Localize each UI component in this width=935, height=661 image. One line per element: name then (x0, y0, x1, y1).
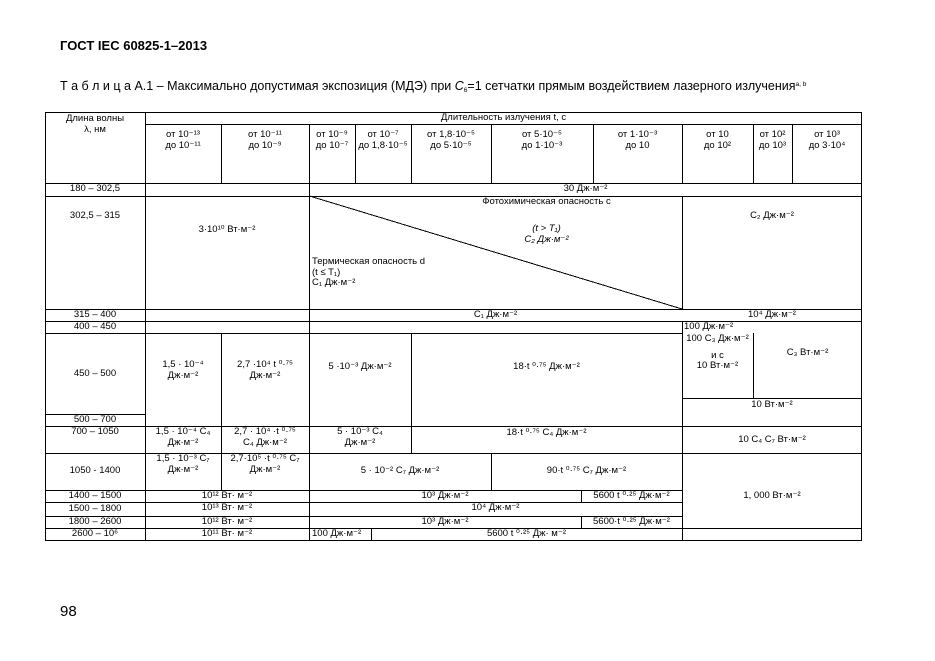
cell-ir1-1 (145, 427, 221, 448)
duration-from: от 10³ (814, 129, 840, 140)
cell-vis-2 (221, 360, 309, 381)
ir1-1-line2: Дж·м⁻² (167, 436, 199, 448)
caption-var-sub: 6 (463, 87, 468, 94)
ir1-3-line1: 5 · 10⁻³ C₄ (337, 426, 383, 437)
cell-1800-right: 5600·t ⁰·²⁵ Дж·м⁻² (593, 516, 670, 527)
duration-from: от 10⁻⁷ (367, 129, 399, 140)
duration-to: до 1·10⁻³ (521, 139, 563, 151)
cell-ir2-2 (221, 454, 309, 475)
duration-range-1 (145, 130, 221, 151)
duration-range-10 (792, 130, 862, 151)
duration-from: от 1,8·10⁻⁵ (427, 129, 475, 140)
cell-ir1-2 (221, 427, 309, 448)
wavelength-2600: 2600 – 10⁶ (71, 528, 119, 539)
cell-vis-3: 5 ·10⁻³ Дж·м⁻² (328, 361, 392, 372)
photochem-cond: (t > T₁) (532, 223, 561, 234)
duration-range-8 (682, 130, 753, 151)
duration-from: от 1·10⁻³ (617, 129, 658, 140)
caption-prefix: Т а б л и ц а А.1 – Максимально допустимая экспозиция (МДЭ) при (60, 79, 455, 93)
duration-from: от 5·10⁻⁵ (521, 129, 563, 140)
standard-header: ГОСТ IEC 60825-1–2013 (60, 38, 208, 53)
cell-far-right: 1, 000 Вт·м⁻² (743, 490, 801, 501)
ir1-3-line2: Дж·м⁻² (344, 436, 376, 448)
duration-to: до 3·10⁴ (808, 139, 846, 151)
duration-to: до 1,8·10⁻⁵ (358, 139, 408, 151)
cell-uv-left: 3·10¹⁰ Вт·м⁻² (198, 224, 256, 235)
cell-ir1-4: 18·t ⁰·⁷⁵ C₄ Дж·м⁻² (506, 427, 587, 438)
wavelength-450: 450 – 500 (73, 368, 117, 379)
ir2-1-line2: Дж·м⁻² (167, 463, 199, 475)
cell-ir1-3 (309, 427, 411, 448)
cell-1800-mid: 10³ Дж·м⁻² (421, 516, 469, 527)
cell-1800-left: 10¹² Вт· м⁻² (201, 516, 253, 527)
cell-1400-left: 10¹² Вт· м⁻² (201, 490, 253, 501)
vis-1-line2: Дж·м⁻² (167, 369, 199, 381)
duration-from: от 10⁻¹¹ (248, 129, 282, 140)
vis-1-line1: 1,5 · 10⁻⁴ (162, 359, 204, 370)
cell-photochem: Фотохимическая опасность c (482, 196, 611, 207)
caption-var: C (454, 79, 464, 93)
duration-to: до 10⁻⁷ (315, 139, 349, 151)
header-wavelength-line2: λ, нм (84, 123, 106, 135)
cell-ir2-1 (145, 454, 221, 475)
cell-vis-6: C₃ Вт·м⁻² (786, 347, 829, 358)
cell-uv-right: C₂ Дж·м⁻² (750, 210, 794, 221)
duration-range-3 (309, 130, 355, 151)
thermal-label: Термическая опасность d (312, 256, 426, 267)
cell-2600-mid: 100 Дж·м⁻² (312, 528, 362, 539)
cell-315-mid: C₁ Дж·м⁻² (473, 309, 518, 320)
ir1-2-line2: C₄ Дж·м⁻² (242, 436, 288, 448)
cell-ir1-right: 10 C₄ C₇ Вт·м⁻² (738, 434, 806, 445)
vis-2-line1: 2,7 ·10⁴ t ⁰·⁷⁵ (237, 359, 293, 370)
duration-to: до 10⁻¹¹ (165, 139, 201, 151)
cell-photochem-cond (411, 224, 682, 245)
cell-2600-left: 10¹¹ Вт· м⁻² (201, 528, 253, 539)
vis-2-line2: Дж·м⁻² (249, 369, 281, 381)
duration-to: до 10² (703, 139, 732, 151)
caption-notes: a, b (795, 81, 807, 88)
cell-315-right: 10⁴ Дж·м⁻² (748, 309, 796, 320)
duration-range-4 (355, 130, 411, 151)
caption-suffix: =1 сетчатки прямым воздействием лазерного излучения (467, 79, 796, 93)
duration-from: от 10 (706, 129, 729, 140)
table-grid (45, 112, 862, 541)
duration-from: от 10² (759, 129, 786, 140)
vis-5-line2: и c (711, 349, 724, 361)
table-caption (60, 79, 806, 93)
cell-vis-5 (682, 334, 753, 372)
wavelength-400: 400 – 450 (73, 321, 117, 332)
duration-from: от 10⁻¹³ (166, 129, 200, 140)
cell-1400-right: 5600 t ⁰·²⁵ Дж·м⁻² (593, 490, 670, 501)
duration-range-2 (221, 130, 309, 151)
header-wavelength (45, 114, 145, 135)
duration-to: до 10 (625, 139, 650, 151)
duration-to: до 10⁻⁹ (248, 139, 282, 151)
thermal-val: C₁ Дж·м⁻² (312, 277, 356, 288)
duration-from: от 10⁻⁹ (316, 129, 348, 140)
wavelength-1800: 1800 – 2600 (68, 516, 122, 527)
mpe-table (45, 112, 862, 541)
wavelength-315: 315 – 400 (73, 309, 117, 320)
wavelength-180: 180 – 302,5 (69, 183, 121, 194)
cell-500-right: 10 Вт·м⁻² (751, 399, 793, 410)
duration-range-7 (593, 130, 682, 151)
wavelength-700: 700 – 1050 (71, 426, 119, 437)
cell-ir2-3: 5 · 10⁻² C₇ Дж·м⁻² (360, 465, 440, 476)
ir2-2-line1: 2,7·10⁵ ·t ⁰·⁷⁵ C₇ (230, 453, 300, 464)
cell-1500-left: 10¹³ Вт· м⁻² (201, 502, 253, 513)
duration-to: до 5·10⁻⁵ (430, 139, 472, 151)
duration-range-9 (753, 130, 792, 151)
ir2-2-line2: Дж·м⁻² (249, 463, 281, 475)
ir1-2-line1: 2,7 · 10⁴ ·t ⁰·⁷⁵ (234, 426, 296, 437)
ir2-1-line1: 1,5 · 10⁻³ C₇ (156, 453, 210, 464)
page-number: 98 (60, 603, 77, 620)
cell-thermal (312, 257, 425, 289)
cell-ir2-4: 90·t ⁰·⁷⁵ C₇ Дж·м⁻² (546, 465, 627, 476)
wavelength-1050: 1050 - 1400 (69, 465, 121, 476)
cell-vis-1 (145, 360, 221, 381)
header-duration: Длительность излучения t, с (440, 112, 567, 123)
vis-5-line3: 10 Вт·м⁻² (696, 360, 739, 371)
duration-range-6 (491, 130, 593, 151)
cell-vis-4: 18·t ⁰·⁷⁵ Дж·м⁻² (513, 361, 580, 372)
cell-1500-mid: 10⁴ Дж·м⁻² (471, 502, 520, 513)
header-wavelength-line1: Длина волны (65, 113, 125, 124)
cell-1400-mid: 10³ Дж·м⁻² (421, 490, 469, 501)
cell-180: 30 Дж·м⁻² (563, 183, 608, 194)
wavelength-1500: 1500 – 1800 (68, 503, 122, 514)
wavelength-1400: 1400 – 1500 (68, 490, 122, 501)
duration-to: до 10³ (758, 139, 787, 151)
cell-2600-right: 5600 t ⁰·²⁵ Дж· м⁻² (486, 528, 567, 539)
duration-range-5 (411, 130, 491, 151)
wavelength-500: 500 – 700 (73, 414, 117, 425)
wavelength-302: 302,5 – 315 (69, 210, 121, 221)
vis-5-line1: 100 C₃ Дж·м⁻² (686, 333, 749, 344)
photochem-val: C₂ Дж·м⁻² (524, 233, 569, 245)
ir1-1-line1: 1,5 · 10⁻⁴ C₄ (155, 426, 211, 437)
thermal-cond: (t ≤ T₁) (312, 266, 341, 278)
cell-400-right: 100 Дж·м⁻² (684, 321, 734, 332)
